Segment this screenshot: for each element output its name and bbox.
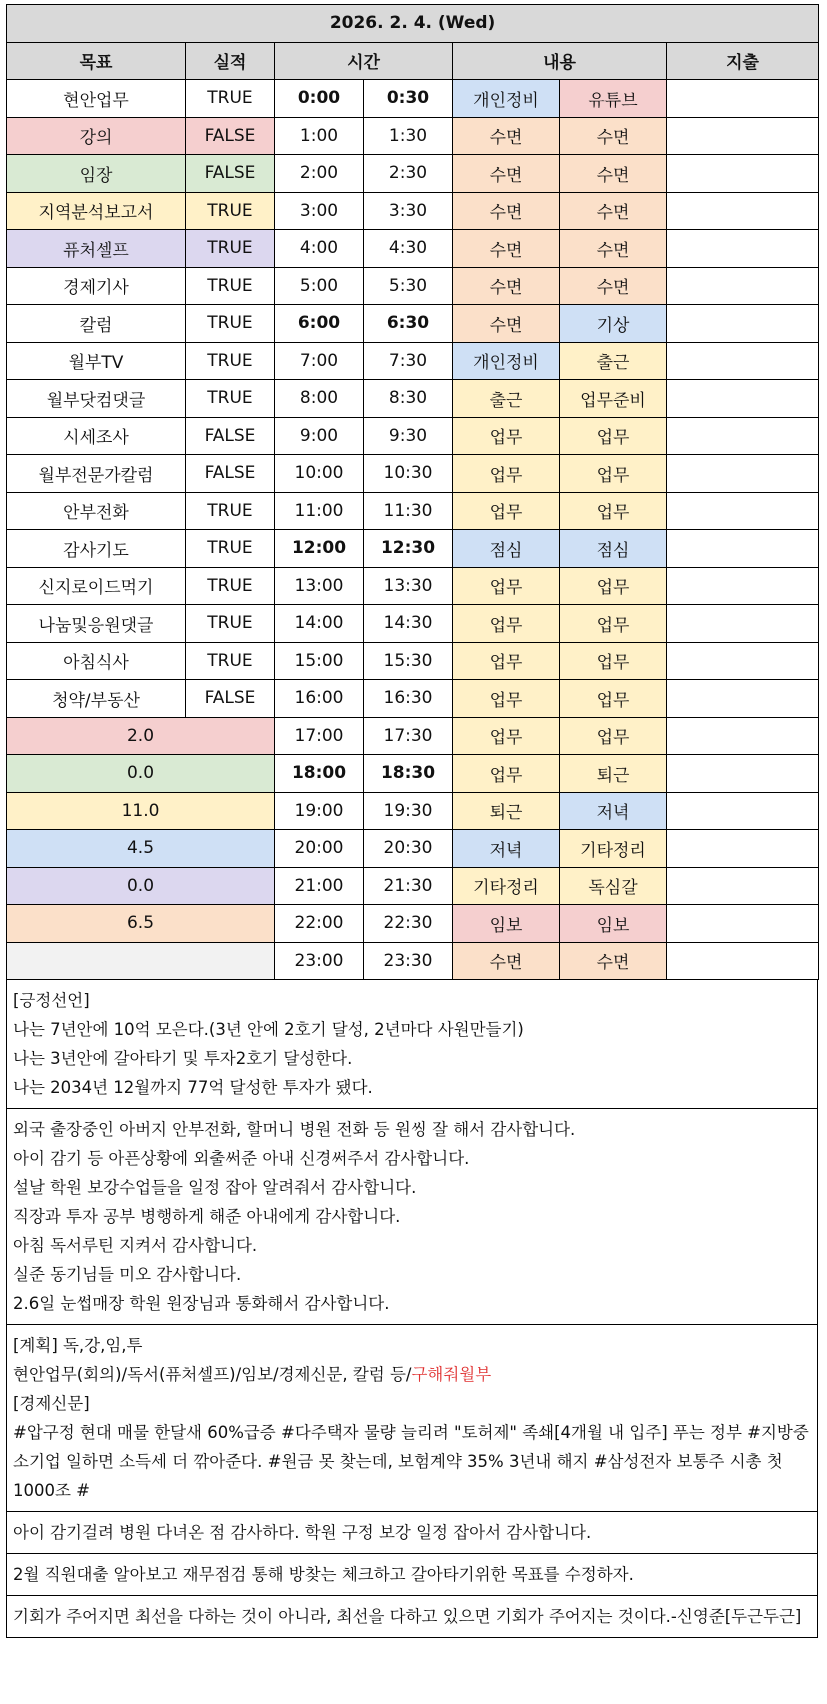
summary-cell[interactable]: 6.5	[7, 905, 275, 943]
content-cell-2[interactable]: 업무준비	[560, 380, 667, 418]
goal-cell[interactable]: 퓨처셀프	[7, 230, 186, 268]
note-line: 아이 감기걸려 병원 다녀온 점 감사하다. 학원 구정 보강 일정 잡아서 감사합니다.	[13, 1523, 592, 1542]
time-end-cell[interactable]: 14:30	[364, 605, 453, 643]
plan-heading: [계획] 독,강,임,투	[13, 1336, 143, 1355]
content-cell-2[interactable]: 수면	[560, 267, 667, 305]
gratitude-line: 설날 학원 보강수업들을 일정 잡아 알려줘서 감사합니다.	[13, 1178, 417, 1197]
expense-cell[interactable]	[667, 642, 819, 680]
content-cell-1[interactable]: 수면	[453, 230, 560, 268]
content-cell-1[interactable]: 수면	[453, 192, 560, 230]
schedule-row	[7, 867, 819, 905]
goal-cell[interactable]: 감사기도	[7, 530, 186, 568]
summary-cell[interactable]: 0.0	[7, 867, 275, 905]
expense-cell[interactable]	[667, 867, 819, 905]
schedule-row	[7, 567, 819, 605]
affirmation-line: 나는 7년안에 10억 모은다.(3년 안에 2호기 달성, 2년마다 사원만들기)	[13, 1020, 524, 1039]
note-line: 2월 직원대출 알아보고 재무점검 통해 방찾는 체크하고 갈아타기위한 목표를 수정하자.	[13, 1565, 634, 1584]
result-cell[interactable]: FALSE	[186, 680, 275, 718]
schedule-row	[7, 80, 819, 118]
header-expense: 지출	[667, 42, 819, 80]
time-start-cell[interactable]: 6:00	[275, 305, 364, 343]
time-start-cell[interactable]: 3:00	[275, 192, 364, 230]
time-end-cell[interactable]: 1:30	[364, 117, 453, 155]
time-start-cell[interactable]: 4:00	[275, 230, 364, 268]
content-cell-1[interactable]: 업무	[453, 717, 560, 755]
expense-cell[interactable]	[667, 155, 819, 193]
time-start-cell[interactable]: 23:00	[275, 942, 364, 980]
time-start-cell[interactable]: 0:00	[275, 80, 364, 118]
schedule-row	[7, 905, 819, 943]
time-end-cell[interactable]: 16:30	[364, 680, 453, 718]
result-cell[interactable]: TRUE	[186, 567, 275, 605]
expense-cell[interactable]	[667, 942, 819, 980]
content-cell-1[interactable]: 업무	[453, 492, 560, 530]
note-gratitude	[7, 1511, 817, 1553]
plan-tasks-text: 현안업무(회의)/독서(퓨처셀프)/임보/경제신문, 칼럼 등/	[13, 1365, 412, 1384]
affirmation-line: 나는 3년안에 갈아타기 및 투자2호기 달성한다.	[13, 1049, 353, 1068]
expense-cell[interactable]	[667, 192, 819, 230]
content-cell-2[interactable]: 독심갈	[560, 867, 667, 905]
content-cell-2[interactable]: 기상	[560, 305, 667, 343]
schedule-rows	[7, 80, 819, 980]
time-start-cell[interactable]: 18:00	[275, 755, 364, 793]
result-cell[interactable]: TRUE	[186, 80, 275, 118]
time-start-cell[interactable]: 13:00	[275, 567, 364, 605]
content-cell-1[interactable]: 저녁	[453, 830, 560, 868]
schedule-row	[7, 492, 819, 530]
result-cell[interactable]: TRUE	[186, 380, 275, 418]
plan-highlight: 구해줘월부	[411, 1365, 492, 1384]
time-end-cell[interactable]: 10:30	[364, 455, 453, 493]
summary-cell[interactable]: 4.5	[7, 830, 275, 868]
expense-cell[interactable]	[667, 305, 819, 343]
time-end-cell[interactable]: 9:30	[364, 417, 453, 455]
result-cell[interactable]: TRUE	[186, 192, 275, 230]
goal-cell[interactable]: 월부TV	[7, 342, 186, 380]
goal-cell[interactable]: 아침식사	[7, 642, 186, 680]
expense-cell[interactable]	[667, 117, 819, 155]
goal-cell[interactable]: 나눔및응원댓글	[7, 605, 186, 643]
plan-tasks	[13, 1360, 811, 1389]
goal-cell[interactable]: 칼럼	[7, 305, 186, 343]
time-end-cell[interactable]: 23:30	[364, 942, 453, 980]
content-cell-1[interactable]: 수면	[453, 267, 560, 305]
result-cell[interactable]: TRUE	[186, 642, 275, 680]
result-cell[interactable]: FALSE	[186, 117, 275, 155]
schedule-row	[7, 267, 819, 305]
content-cell-1[interactable]: 점심	[453, 530, 560, 568]
goal-cell[interactable]: 월부닷컴댓글	[7, 380, 186, 418]
content-cell-2[interactable]: 저녁	[560, 792, 667, 830]
expense-cell[interactable]	[667, 680, 819, 718]
result-cell[interactable]: TRUE	[186, 605, 275, 643]
content-cell-1[interactable]: 업무	[453, 567, 560, 605]
time-start-cell[interactable]: 7:00	[275, 342, 364, 380]
content-cell-2[interactable]: 수면	[560, 942, 667, 980]
time-start-cell[interactable]: 5:00	[275, 267, 364, 305]
note-goal	[7, 1553, 817, 1595]
time-end-cell[interactable]: 19:30	[364, 792, 453, 830]
gratitude-line: 아이 감기 등 아픈상황에 외출써준 아내 신경써주서 감사합니다.	[13, 1149, 470, 1168]
schedule-row	[7, 942, 819, 980]
schedule-row	[7, 417, 819, 455]
result-cell[interactable]: TRUE	[186, 342, 275, 380]
time-start-cell[interactable]: 19:00	[275, 792, 364, 830]
content-cell-1[interactable]: 수면	[453, 305, 560, 343]
result-cell[interactable]: FALSE	[186, 155, 275, 193]
content-cell-2[interactable]: 업무	[560, 642, 667, 680]
time-end-cell[interactable]: 11:30	[364, 492, 453, 530]
content-cell-2[interactable]: 업무	[560, 455, 667, 493]
time-start-cell[interactable]: 10:00	[275, 455, 364, 493]
goal-cell[interactable]: 강의	[7, 117, 186, 155]
expense-cell[interactable]	[667, 567, 819, 605]
goal-cell[interactable]: 청약/부동산	[7, 680, 186, 718]
expense-cell[interactable]	[667, 755, 819, 793]
gratitude-line: 아침 독서루틴 지켜서 감사합니다.	[13, 1236, 258, 1255]
content-cell-2[interactable]: 유튜브	[560, 80, 667, 118]
time-end-cell[interactable]: 22:30	[364, 905, 453, 943]
content-cell-1[interactable]: 기타정리	[453, 867, 560, 905]
summary-cell[interactable]	[7, 942, 275, 980]
time-end-cell[interactable]: 17:30	[364, 717, 453, 755]
content-cell-2[interactable]: 퇴근	[560, 755, 667, 793]
content-cell-1[interactable]: 개인정비	[453, 342, 560, 380]
summary-cell[interactable]: 11.0	[7, 792, 275, 830]
expense-cell[interactable]	[667, 830, 819, 868]
time-end-cell[interactable]: 20:30	[364, 830, 453, 868]
expense-cell[interactable]	[667, 380, 819, 418]
time-start-cell[interactable]: 1:00	[275, 117, 364, 155]
content-cell-2[interactable]: 수면	[560, 230, 667, 268]
schedule-row	[7, 342, 819, 380]
expense-cell[interactable]	[667, 267, 819, 305]
schedule-row	[7, 605, 819, 643]
result-cell[interactable]: TRUE	[186, 530, 275, 568]
result-cell[interactable]: TRUE	[186, 492, 275, 530]
goal-cell[interactable]: 시세조사	[7, 417, 186, 455]
schedule-row	[7, 305, 819, 343]
content-cell-1[interactable]: 개인정비	[453, 80, 560, 118]
result-cell[interactable]: FALSE	[186, 417, 275, 455]
content-cell-2[interactable]: 업무	[560, 567, 667, 605]
schedule-row	[7, 680, 819, 718]
expense-cell[interactable]	[667, 492, 819, 530]
gratitude-line: 2.6일 눈썹매장 학원 원장님과 통화해서 감사합니다.	[13, 1294, 390, 1313]
content-cell-1[interactable]: 업무	[453, 755, 560, 793]
schedule-table	[6, 4, 819, 980]
time-end-cell[interactable]: 0:30	[364, 80, 453, 118]
schedule-row	[7, 117, 819, 155]
goal-cell[interactable]: 임장	[7, 155, 186, 193]
header-result: 실적	[186, 42, 275, 80]
schedule-row	[7, 717, 819, 755]
time-start-cell[interactable]: 8:00	[275, 380, 364, 418]
content-cell-1[interactable]: 수면	[453, 155, 560, 193]
content-cell-2[interactable]: 점심	[560, 530, 667, 568]
time-start-cell[interactable]: 16:00	[275, 680, 364, 718]
goal-cell[interactable]: 안부전화	[7, 492, 186, 530]
content-cell-1[interactable]: 업무	[453, 680, 560, 718]
time-end-cell[interactable]: 8:30	[364, 380, 453, 418]
goal-cell[interactable]: 신지로이드먹기	[7, 567, 186, 605]
content-cell-1[interactable]: 업무	[453, 642, 560, 680]
quote-text: 기회가 주어지면 최선을 다하는 것이 아니라, 최선을 다하고 있으면 기회가 주어지는 것이다.-신영준[두근두근]	[13, 1607, 802, 1626]
summary-cell[interactable]: 0.0	[7, 755, 275, 793]
affirmation-line: 나는 2034년 12월까지 77억 달성한 투자가 됐다.	[13, 1078, 373, 1097]
time-end-cell[interactable]: 18:30	[364, 755, 453, 793]
time-end-cell[interactable]: 7:30	[364, 342, 453, 380]
time-start-cell[interactable]: 11:00	[275, 492, 364, 530]
goal-cell[interactable]: 현안업무	[7, 80, 186, 118]
time-end-cell[interactable]: 6:30	[364, 305, 453, 343]
expense-cell[interactable]	[667, 80, 819, 118]
summary-cell[interactable]: 2.0	[7, 717, 275, 755]
content-cell-1[interactable]: 퇴근	[453, 792, 560, 830]
schedule-row	[7, 155, 819, 193]
time-start-cell[interactable]: 17:00	[275, 717, 364, 755]
time-start-cell[interactable]: 9:00	[275, 417, 364, 455]
gratitude-line: 직장과 투자 공부 병행하게 해준 아내에게 감사합니다.	[13, 1207, 401, 1226]
notes-area	[6, 980, 818, 1638]
content-cell-1[interactable]: 임보	[453, 905, 560, 943]
content-cell-1[interactable]: 출근	[453, 380, 560, 418]
gratitude-line: 외국 출장중인 아버지 안부전화, 할머니 병원 전화 등 원씽 잘 해서 감사합니다.	[13, 1120, 576, 1139]
goal-cell[interactable]: 경제기사	[7, 267, 186, 305]
content-cell-2[interactable]: 업무	[560, 492, 667, 530]
time-end-cell[interactable]: 13:30	[364, 567, 453, 605]
plan-section	[7, 1324, 817, 1511]
schedule-row	[7, 792, 819, 830]
time-start-cell[interactable]: 21:00	[275, 867, 364, 905]
news-heading: [경제신문]	[13, 1394, 90, 1413]
result-cell[interactable]: TRUE	[186, 267, 275, 305]
expense-cell[interactable]	[667, 230, 819, 268]
content-cell-2[interactable]: 업무	[560, 680, 667, 718]
content-cell-2[interactable]: 수면	[560, 155, 667, 193]
result-cell[interactable]: FALSE	[186, 455, 275, 493]
schedule-row	[7, 755, 819, 793]
expense-cell[interactable]	[667, 455, 819, 493]
expense-cell[interactable]	[667, 342, 819, 380]
schedule-row	[7, 230, 819, 268]
header-time: 시간	[275, 42, 453, 80]
affirmation-heading: [긍정선언]	[13, 991, 90, 1010]
content-cell-1[interactable]: 수면	[453, 942, 560, 980]
time-start-cell[interactable]: 20:00	[275, 830, 364, 868]
content-cell-2[interactable]: 수면	[560, 117, 667, 155]
time-end-cell[interactable]: 4:30	[364, 230, 453, 268]
content-cell-2[interactable]: 수면	[560, 192, 667, 230]
time-start-cell[interactable]: 15:00	[275, 642, 364, 680]
planner-sheet	[6, 4, 826, 1638]
gratitude-section	[7, 1108, 817, 1324]
time-end-cell[interactable]: 2:30	[364, 155, 453, 193]
goal-cell[interactable]: 지역분석보고서	[7, 192, 186, 230]
schedule-row	[7, 642, 819, 680]
content-cell-1[interactable]: 업무	[453, 605, 560, 643]
time-end-cell[interactable]: 15:30	[364, 642, 453, 680]
content-cell-2[interactable]: 임보	[560, 905, 667, 943]
content-cell-1[interactable]: 업무	[453, 455, 560, 493]
time-end-cell[interactable]: 12:30	[364, 530, 453, 568]
content-cell-1[interactable]: 수면	[453, 117, 560, 155]
time-end-cell[interactable]: 21:30	[364, 867, 453, 905]
time-end-cell[interactable]: 5:30	[364, 267, 453, 305]
time-end-cell[interactable]: 3:30	[364, 192, 453, 230]
date-title: 2026. 2. 4. (Wed)	[7, 5, 819, 43]
expense-cell[interactable]	[667, 530, 819, 568]
content-cell-1[interactable]: 업무	[453, 417, 560, 455]
result-cell[interactable]: TRUE	[186, 305, 275, 343]
quote-section	[7, 1595, 817, 1637]
time-start-cell[interactable]: 14:00	[275, 605, 364, 643]
time-start-cell[interactable]: 12:00	[275, 530, 364, 568]
content-cell-2[interactable]: 기타정리	[560, 830, 667, 868]
schedule-row	[7, 380, 819, 418]
expense-cell[interactable]	[667, 717, 819, 755]
expense-cell[interactable]	[667, 605, 819, 643]
expense-cell[interactable]	[667, 792, 819, 830]
content-cell-2[interactable]: 출근	[560, 342, 667, 380]
time-start-cell[interactable]: 22:00	[275, 905, 364, 943]
content-cell-2[interactable]: 업무	[560, 605, 667, 643]
content-cell-2[interactable]: 업무	[560, 417, 667, 455]
result-cell[interactable]: TRUE	[186, 230, 275, 268]
news-headlines: #압구정 현대 매물 한달새 60%급증 #다주택자 물량 늘리려 "토허제" 족쇄[4개월 내 입주] 푸는 정부 #지방중소기업 일하면 소득세 더 깎아준다. #원금 못 찾는데, 보험계약 35% 3년내 해지 #삼성전자 보통주 시총 첫 1000조 #	[13, 1423, 809, 1500]
schedule-row	[7, 530, 819, 568]
time-start-cell[interactable]: 2:00	[275, 155, 364, 193]
gratitude-line: 실준 동기님들 미오 감사합니다.	[13, 1265, 242, 1284]
header-content: 내용	[453, 42, 667, 80]
expense-cell[interactable]	[667, 905, 819, 943]
affirmation-section	[7, 980, 817, 1108]
schedule-row	[7, 830, 819, 868]
content-cell-2[interactable]: 업무	[560, 717, 667, 755]
goal-cell[interactable]: 월부전문가칼럼	[7, 455, 186, 493]
schedule-row	[7, 455, 819, 493]
header-goal: 목표	[7, 42, 186, 80]
schedule-row	[7, 192, 819, 230]
expense-cell[interactable]	[667, 417, 819, 455]
